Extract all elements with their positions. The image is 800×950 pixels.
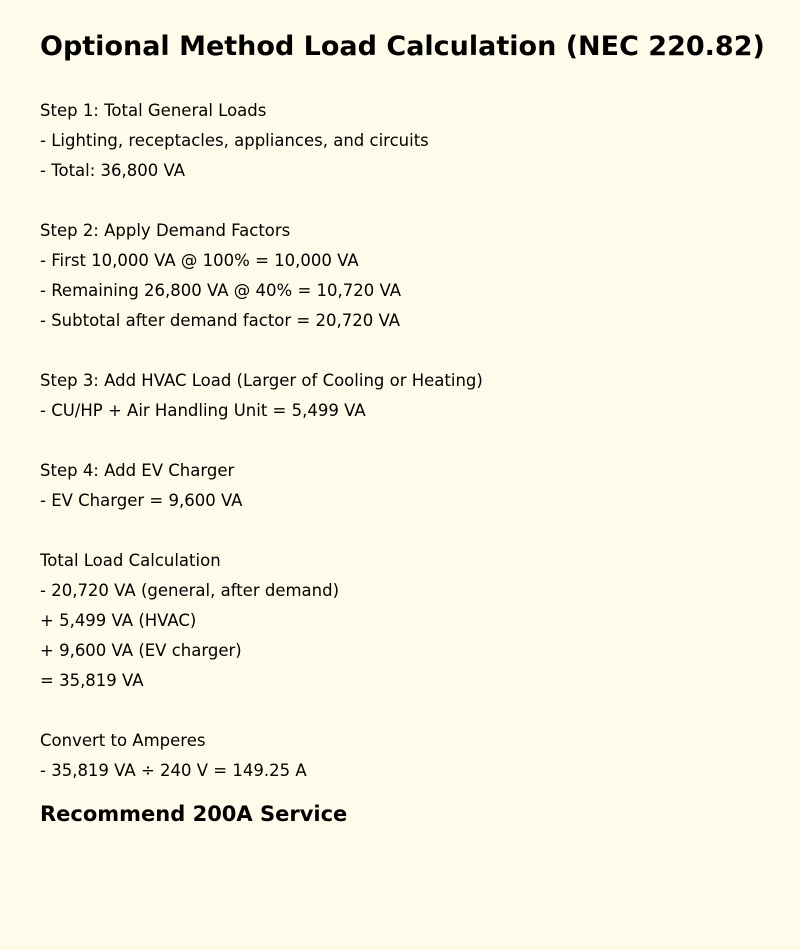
recommendation: Recommend 200A Service (40, 802, 348, 826)
step-2-line: - Subtotal after demand factor = 20,720 VA (40, 311, 400, 330)
total-line: + 9,600 VA (EV charger) (40, 641, 242, 660)
step-1-line: - Total: 36,800 VA (40, 161, 186, 180)
total-line: + 5,499 VA (HVAC) (40, 611, 197, 630)
total-heading: Total Load Calculation (40, 551, 221, 570)
total-line: - 20,720 VA (general, after demand) (40, 581, 340, 600)
step-3-heading: Step 3: Add HVAC Load (Larger of Cooling or Heating) (40, 371, 483, 390)
amperes-line: - 35,819 VA ÷ 240 V = 149.25 A (40, 761, 307, 780)
page-title: Optional Method Load Calculation (NEC 220.82) (40, 31, 765, 62)
step-4-line: - EV Charger = 9,600 VA (40, 491, 243, 510)
step-2-heading: Step 2: Apply Demand Factors (40, 221, 291, 240)
step-2-line: - Remaining 26,800 VA @ 40% = 10,720 VA (40, 281, 402, 300)
amperes-heading: Convert to Amperes (40, 731, 206, 750)
step-1-heading: Step 1: Total General Loads (40, 101, 267, 120)
total-line: = 35,819 VA (40, 671, 144, 690)
step-4-heading: Step 4: Add EV Charger (40, 461, 235, 480)
step-2-line: - First 10,000 VA @ 100% = 10,000 VA (40, 251, 359, 270)
step-3-line: - CU/HP + Air Handling Unit = 5,499 VA (40, 401, 366, 420)
step-1-line: - Lighting, receptacles, appliances, and circuits (40, 131, 429, 150)
